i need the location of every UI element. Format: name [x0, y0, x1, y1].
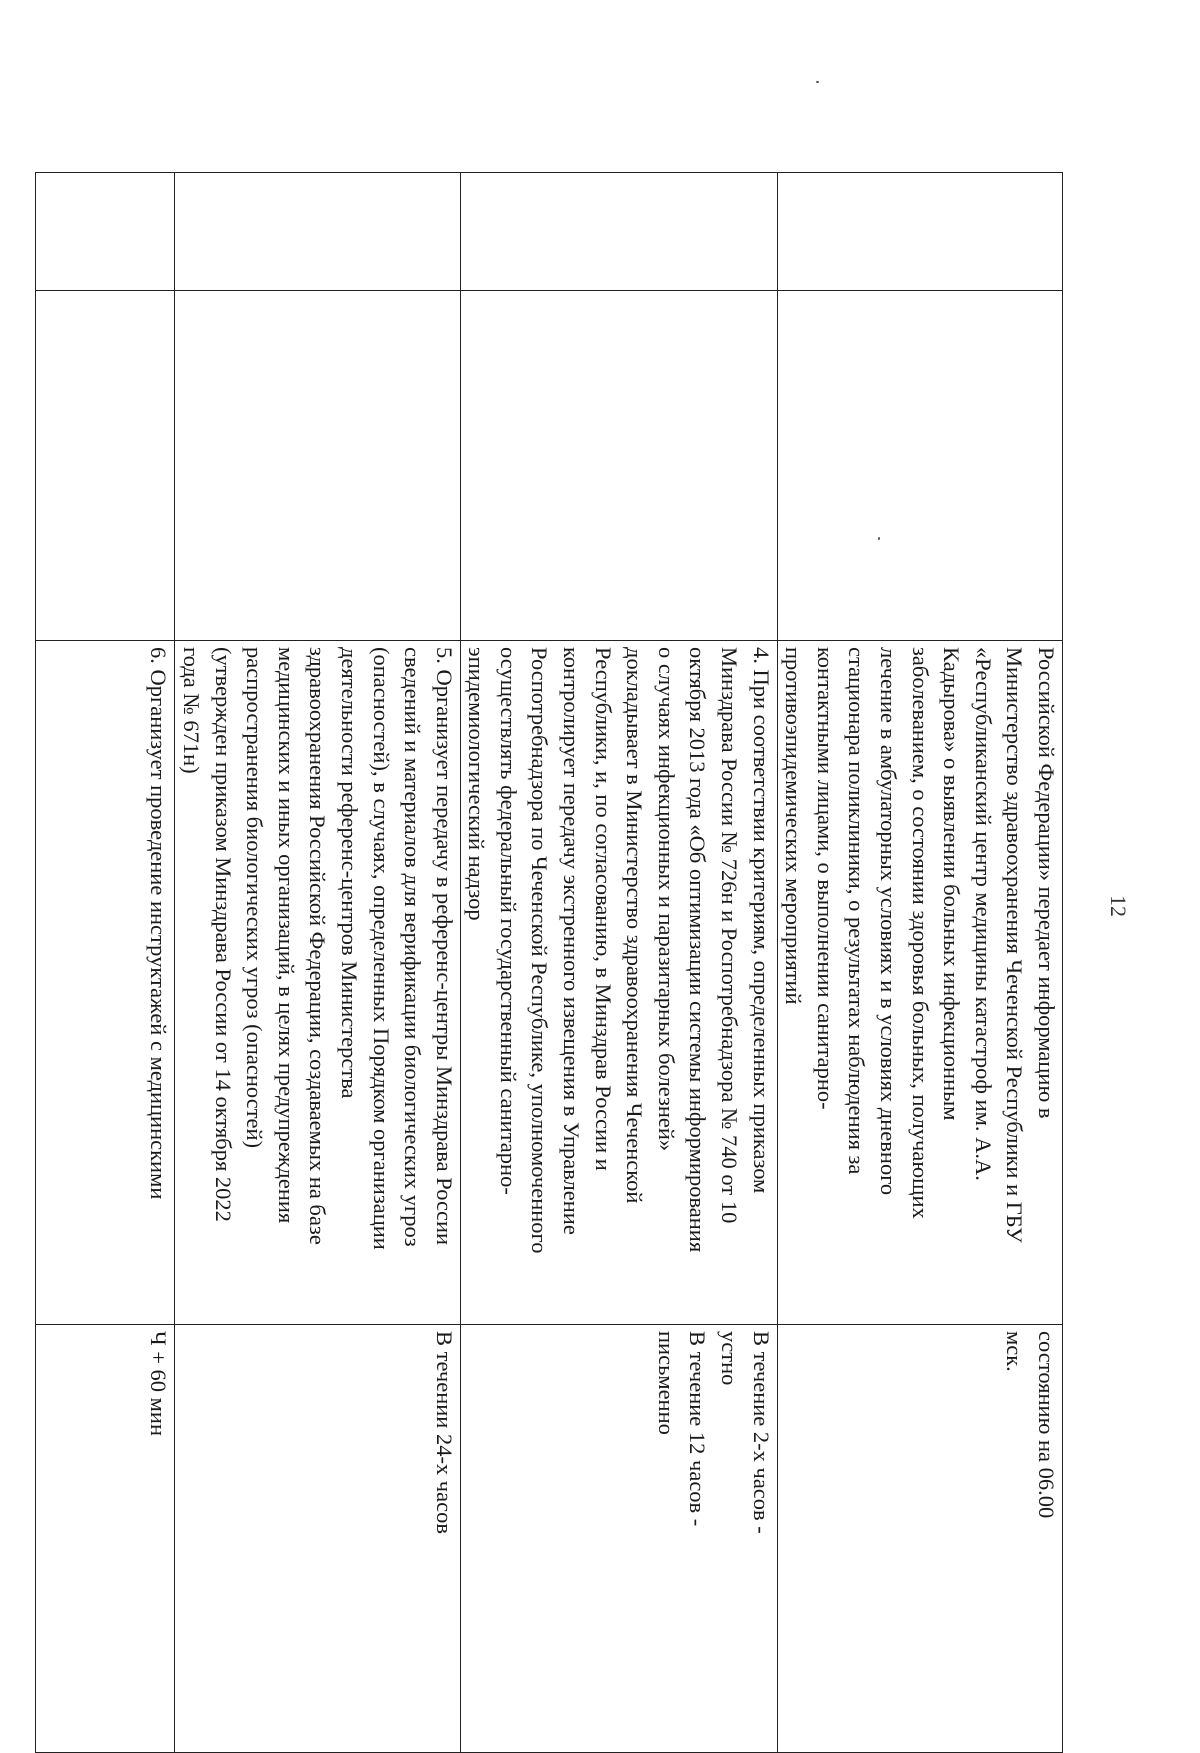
table-row — [36, 173, 175, 1753]
document-table — [35, 172, 1063, 1753]
table-cell-deadline — [777, 1325, 1062, 1753]
cell-text-line: здравоохранения Российской Федерации, создаваемых на базе — [305, 647, 331, 1245]
table-cell-empty — [36, 291, 175, 641]
table-cell-action — [36, 641, 175, 1325]
cell-text-line: о случаях инфекционных и паразитарных болезней» — [653, 647, 679, 1152]
cell-text-line: устно — [717, 1331, 743, 1386]
table-cell-empty — [777, 173, 1062, 291]
cell-text-line: стационара поликлиники, о результатах наблюдения за — [844, 647, 870, 1175]
cell-text-line: года № 671н) — [178, 647, 204, 774]
cell-text-line: Российской Федерации» передает информацию в — [1034, 647, 1059, 1119]
table-cell-action — [460, 641, 777, 1325]
cell-text-line: эпидемиологический надзор — [464, 647, 490, 921]
table-cell-empty — [175, 291, 460, 641]
cell-text-line: В течении 24-х часов — [431, 1331, 457, 1534]
cell-text-line: состоянию на 06.00 — [1034, 1331, 1059, 1519]
cell-text-line: Кадырова» о выявлении больных инфекционным — [939, 647, 965, 1121]
scan-speck — [816, 81, 819, 83]
cell-text-line: медицинских и иных организаций, в целях предупреждения — [273, 647, 299, 1224]
cell-text-line: письменно — [653, 1331, 679, 1435]
cell-text-line: деятельности референс-центров Министерства — [336, 647, 362, 1099]
cell-text-line: (утвержден приказом Минздрава России от 14 октября 2022 — [210, 647, 236, 1222]
table-cell-action — [777, 641, 1062, 1325]
cell-text-line: осуществлять федеральный государственный санитарно- — [495, 647, 521, 1195]
cell-text-line: Ч + 60 мин — [146, 1331, 172, 1437]
cell-text-line: В течение 2-х часов - — [748, 1331, 774, 1534]
cell-text-line: докладывает в Министерство здравоохранения Чеченской — [622, 647, 648, 1204]
table-row — [175, 173, 460, 1753]
table-cell-empty — [460, 291, 777, 641]
cell-text-line: распространения биологических угроз (опасностей) — [242, 647, 268, 1149]
table-row — [777, 173, 1062, 1753]
cell-text-line: (опасностей), в случаях, определенных Порядком организации — [368, 647, 394, 1250]
cell-text-line: сведений и материалов для верификации биологических угроз — [400, 647, 426, 1247]
table-cell-empty — [460, 173, 777, 291]
cell-text-line: заболеванием, о состоянии здоровья больных, получающих — [907, 647, 933, 1219]
cell-text-line: 6. Организует проведение инструктажей с медицинскими — [146, 647, 172, 1200]
page-number: 12 — [1106, 895, 1131, 917]
cell-text-line: «Республиканский центр медицины катастроф им. А.А. — [970, 647, 996, 1181]
table-cell-empty — [777, 291, 1062, 641]
cell-text-line: контактными лицами, о выполнении санитарно- — [812, 647, 838, 1110]
table-cell-action — [175, 641, 460, 1325]
table-cell-empty — [36, 173, 175, 291]
cell-text-line: 5. Организует передачу в референс-центры Минздрава России — [431, 647, 457, 1246]
table-row — [460, 173, 777, 1753]
cell-text-line: Роспотребнадзора по Чеченской Республике, уполномоченного — [527, 647, 553, 1254]
table-cell-deadline — [175, 1325, 460, 1753]
cell-text-line: противоэпидемических мероприятий — [781, 647, 807, 1005]
cell-text-line: контролирует передачу экстренного извещения в Управление — [559, 647, 585, 1235]
rotated-table-container — [121, 172, 1063, 1752]
table-cell-deadline — [36, 1325, 175, 1753]
cell-text-line: В течение 12 часов - — [685, 1331, 711, 1527]
cell-text-line: 4. При соответствии критериям, определенных приказом — [748, 647, 774, 1194]
cell-text-line: Министерство здравоохранения Чеченской Республики и ГБУ — [1002, 647, 1028, 1243]
cell-text-line: Республики, и, по согласованию, в Минздрав России и — [590, 647, 616, 1171]
cell-text-line: октября 2013 года «Об оптимизации системы информирования — [685, 647, 711, 1253]
table-cell-empty — [175, 173, 460, 291]
cell-text-line: Минздрава России № 726н и Роспотребнадзора № 740 от 10 — [717, 647, 743, 1224]
cell-text-line: мск. — [1002, 1331, 1028, 1372]
cell-text-line: лечение в амбулаторных условиях и в условиях дневного — [876, 647, 902, 1196]
table-cell-deadline — [460, 1325, 777, 1753]
